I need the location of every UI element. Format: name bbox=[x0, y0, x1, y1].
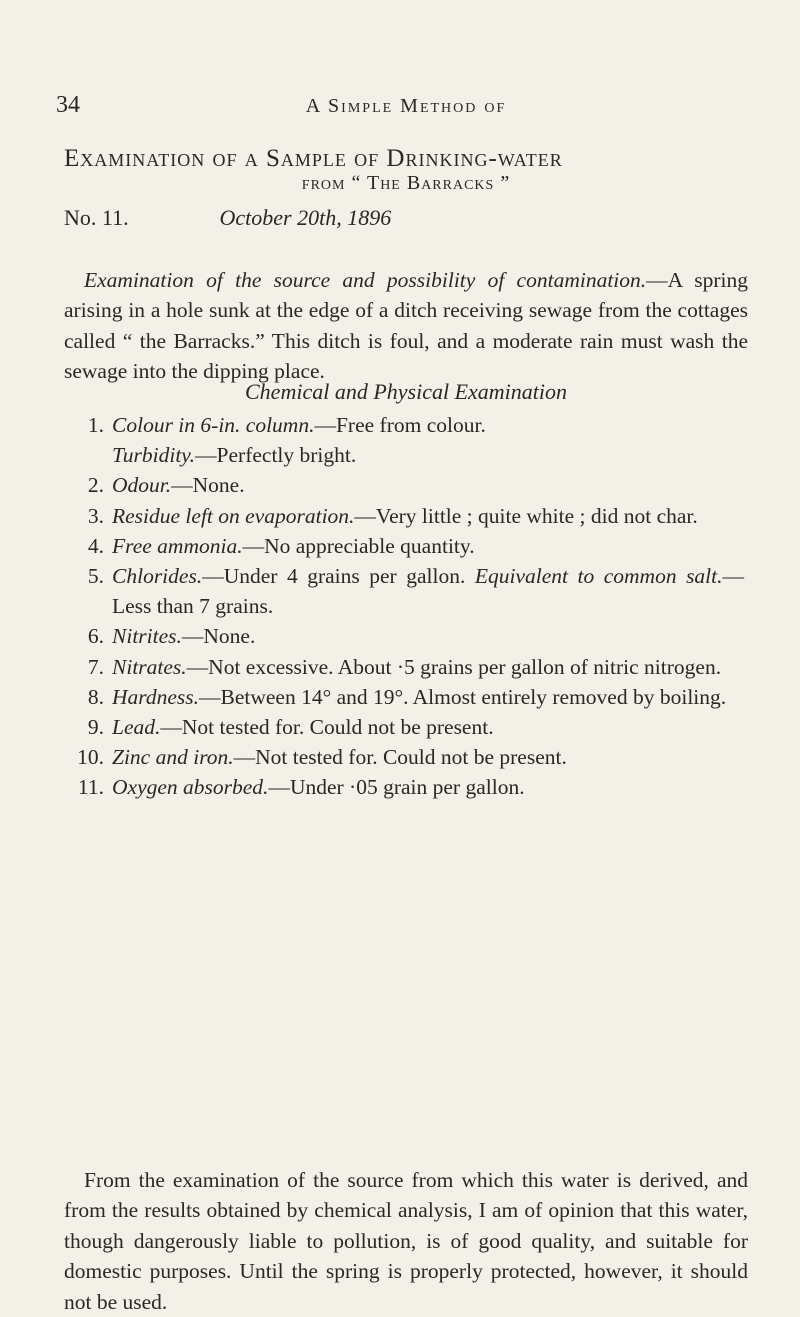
findings-list bbox=[64, 410, 744, 803]
finding-number: 6. bbox=[64, 621, 104, 651]
finding-text: —Very little ; quite white ; did not char. bbox=[354, 504, 697, 528]
finding-item bbox=[64, 772, 744, 802]
finding-text: —Under 4 grains per gallon. bbox=[202, 564, 465, 588]
intro-paragraph bbox=[64, 265, 748, 387]
finding-text: —Under ·05 grain per gallon. bbox=[268, 775, 524, 799]
finding-text-secondary: —Less than 7 grains. bbox=[112, 564, 744, 618]
finding-term: Chlorides. bbox=[112, 564, 202, 588]
finding-term: Nitrites. bbox=[112, 624, 182, 648]
finding-number: 11. bbox=[64, 772, 104, 802]
page-number: 34 bbox=[56, 92, 80, 119]
finding-text: —Not excessive. About ·5 grains per gallon of nitric nitrogen. bbox=[187, 655, 721, 679]
finding-number: 4. bbox=[64, 531, 104, 561]
finding-number: 7. bbox=[64, 652, 104, 682]
finding-item bbox=[64, 410, 744, 470]
finding-text: —None. bbox=[182, 624, 255, 648]
finding-item bbox=[64, 652, 744, 682]
sample-meta bbox=[64, 205, 764, 231]
intro-body: —A spring arising in a hole sunk at the edge of a ditch receiving sewage from the cottages called “ the Barracks.” This ditch is foul, and a moderate rain must wash the sewage into the dipping place. bbox=[64, 268, 748, 384]
sample-number: No. 11. bbox=[64, 205, 214, 231]
finding-item bbox=[64, 470, 744, 500]
finding-term: Zinc and iron. bbox=[112, 745, 234, 769]
finding-number: 3. bbox=[64, 501, 104, 531]
finding-item bbox=[64, 561, 744, 621]
finding-term-secondary: Turbidity. bbox=[112, 443, 195, 467]
finding-term: Odour. bbox=[112, 473, 171, 497]
finding-term: Free ammonia. bbox=[112, 534, 243, 558]
finding-term: Lead. bbox=[112, 715, 160, 739]
finding-text: —Free from colour. bbox=[314, 413, 485, 437]
finding-item bbox=[64, 501, 744, 531]
intro-label: Examination of the source and possibility of contamination. bbox=[84, 268, 646, 292]
finding-number: 2. bbox=[64, 470, 104, 500]
document-subtitle: from “ The Barracks ” bbox=[56, 172, 756, 195]
finding-text: —Not tested for. Could not be present. bbox=[160, 715, 493, 739]
finding-term: Colour in 6-in. column. bbox=[112, 413, 314, 437]
finding-term: Hardness. bbox=[112, 685, 199, 709]
finding-item bbox=[64, 712, 744, 742]
finding-item bbox=[64, 621, 744, 651]
finding-number: 9. bbox=[64, 712, 104, 742]
running-head bbox=[56, 92, 756, 122]
finding-number: 1. bbox=[64, 410, 104, 440]
document-title: Examination of a Sample of Drinking-water bbox=[64, 144, 764, 174]
finding-number: 10. bbox=[64, 742, 104, 772]
finding-term: Oxygen absorbed. bbox=[112, 775, 268, 799]
finding-term: Nitrates. bbox=[112, 655, 187, 679]
finding-term-secondary: Equivalent to common salt. bbox=[475, 564, 723, 588]
section-heading: Chemical and Physical Examination bbox=[56, 379, 756, 405]
finding-item bbox=[64, 682, 744, 712]
finding-item bbox=[64, 742, 744, 772]
running-title: A Simple Method of bbox=[56, 95, 756, 118]
finding-item bbox=[64, 531, 744, 561]
finding-text: —Not tested for. Could not be present. bbox=[234, 745, 567, 769]
finding-number: 8. bbox=[64, 682, 104, 712]
finding-text: —None. bbox=[171, 473, 244, 497]
finding-text: —Between 14° and 19°. Almost entirely removed by boiling. bbox=[199, 685, 726, 709]
finding-number: 5. bbox=[64, 561, 104, 591]
sample-date: October 20th, 1896 bbox=[220, 205, 392, 230]
finding-text-secondary: —Perfectly bright. bbox=[195, 443, 356, 467]
conclusion-paragraph: From the examination of the source from which this water is derived, and from the results obtained by chemical analysis, I am of opinion that this water, though dangerously liable to pollution, is of good quality, and suitable for domestic purposes. Until the spring is properly protected, however, it should not be used. bbox=[64, 1165, 748, 1317]
finding-term: Residue left on evaporation. bbox=[112, 504, 354, 528]
finding-text: —No appreciable quantity. bbox=[243, 534, 475, 558]
